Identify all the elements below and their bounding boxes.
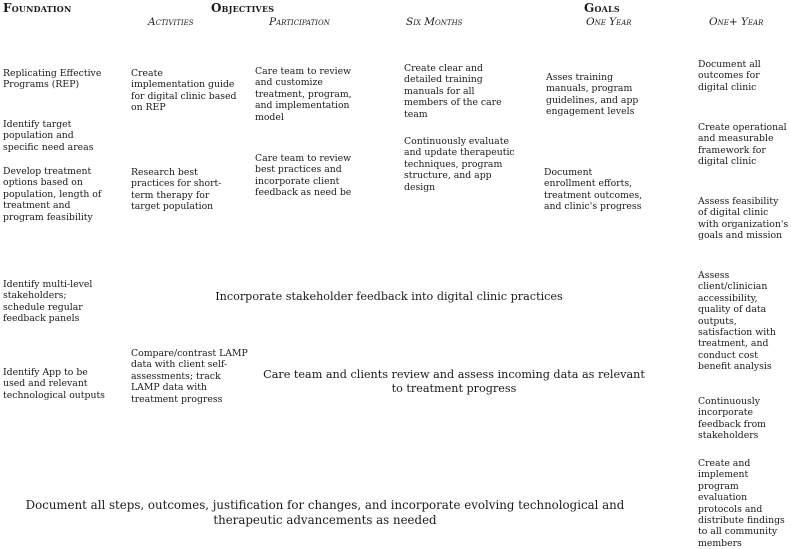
goals-header: Goals	[584, 1, 620, 15]
one-plus-year-item: Assess feasibility of digital clinic with organization's goals and mission	[698, 196, 789, 242]
objectives-header: Objectives	[211, 1, 275, 15]
document-all-row: Document all steps, outcomes, justification for changes, and incorporate evolving technological and therapeutic advancements as needed	[25, 498, 625, 527]
six-months-subheader: Six Months	[406, 16, 463, 28]
activities-item: Research best practices for short-term therapy for target population	[131, 167, 222, 213]
one-plus-year-item: Create and implement program evaluation protocols and distribute findings to all community members	[698, 458, 785, 549]
one-plus-year-subheader: One+ Year	[709, 16, 764, 28]
one-plus-year-item: Document all outcomes for digital clinic	[698, 59, 761, 93]
one-year-item: Asses training manuals, program guidelines, and app engagement levels	[546, 72, 639, 118]
one-plus-year-item: Continuously incorporate feedback from stakeholders	[698, 396, 766, 442]
one-plus-year-item: Assess client/clinician accessibility, quality of data outputs, satisfaction with treatment, and conduct cost benefit analysis	[698, 270, 776, 373]
one-year-subheader: One Year	[586, 16, 632, 28]
care-team-review-row: Care team and clients review and assess incoming data as relevant to treatment progress	[263, 368, 645, 395]
foundation-item: Identify multi-level stakeholders; schedule regular feedback panels	[3, 279, 93, 325]
foundation-item: Identify target population and specific need areas	[3, 119, 94, 153]
activities-subheader: Activities	[148, 16, 194, 28]
foundation-item: Identify App to be used and relevant technological outputs	[3, 367, 105, 401]
activities-item: Create implementation guide for digital clinic based on REP	[131, 68, 237, 114]
stakeholder-feedback-row: Incorporate stakeholder feedback into digital clinic practices	[215, 290, 563, 303]
participation-item: Care team to review and customize treatment, program, and implementation model	[255, 66, 352, 123]
participation-item: Care team to review best practices and incorporate client feedback as need be	[255, 153, 352, 199]
six-months-item: Create clear and detailed training manuals for all members of the care team	[404, 63, 502, 120]
one-plus-year-item: Create operational and measurable framework for digital clinic	[698, 122, 787, 168]
foundation-header: Foundation	[3, 1, 72, 15]
foundation-item: Replicating Effective Programs (REP)	[3, 68, 102, 91]
six-months-item: Continuously evaluate and update therapeutic techniques, program structure, and app design	[404, 136, 515, 193]
participation-subheader: Participation	[269, 16, 330, 28]
foundation-item: Develop treatment options based on population, length of treatment and program feasibility	[3, 166, 102, 223]
one-year-item: Document enrollment efforts, treatment outcomes, and clinic's progress	[544, 167, 643, 213]
activities-item: Compare/contrast LAMP data with client self-assessments; track LAMP data with treatment progress	[131, 348, 248, 405]
